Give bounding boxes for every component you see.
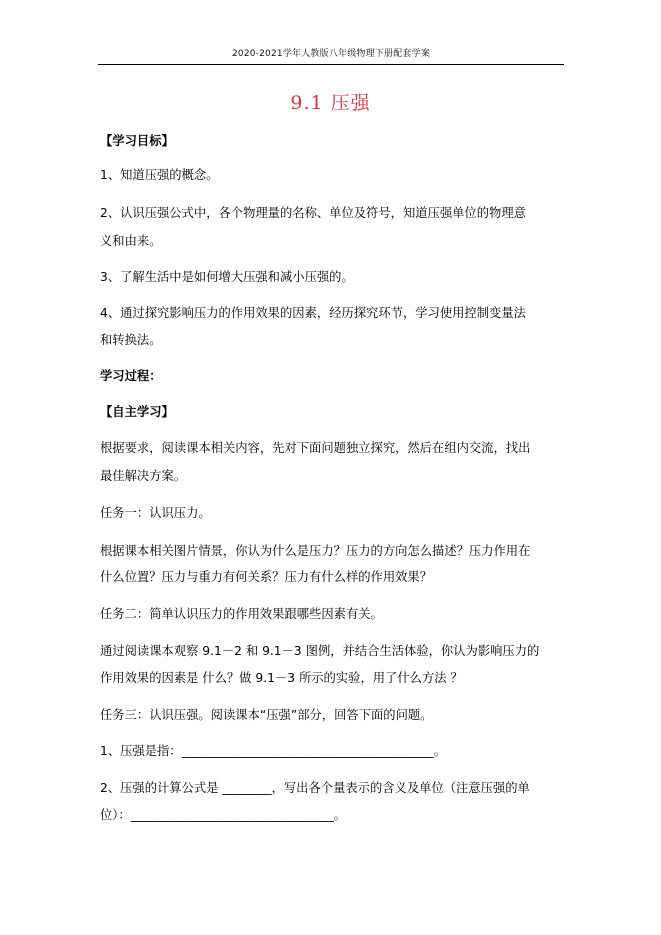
goal-2-line-2: 义和由来。 [100,234,162,248]
task-1-question-line-2: 什么位置？压力与重力有何关系？压力有什么样的作用效果？ [100,570,433,584]
task-3: 任务三：认识压强。阅读课本“压强”部分，回答下面的问题。 [100,708,433,722]
question-1: 1、压强是指：_________________________________________。 [100,744,446,758]
intro-line-1: 根据要求，阅读课本相关内容，先对下面问题独立探究，然后在组内交流，找出 [100,441,531,455]
intro-line-2: 最佳解决方案。 [100,469,187,483]
process-heading: 学习过程： [100,369,162,383]
task-1-question-line-1: 根据课本相关图片情景，你认为什么是压力？压力的方向怎么描述？压力作用在 [100,544,531,558]
page-title: 9.1 压强 [290,92,371,114]
question-2-line-1: 2、压强的计算公式是 ________，写出各个量表示的含义及单位（注意压强的单 [100,781,530,795]
question-2-line-2: 位）：_________________________________。 [100,808,346,822]
page-header: 2020-2021学年人教版八年级物理下册配套学案 [231,49,431,59]
goal-1: 1、知道压强的概念。 [100,168,219,182]
header-divider [98,64,564,65]
self-study-heading: 【自主学习】 [100,405,174,419]
task-2-question-line-1: 通过阅读课本观察 9.1－2 和 9.1－3 图例，并结合生活体验，你认为影响压力的 [100,644,540,658]
task-2: 任务二：简单认识压力的作用效果跟哪些因素有关。 [100,607,383,621]
task-1: 任务一：认识压力。 [100,506,211,520]
goal-4-line-2: 和转换法。 [100,333,162,347]
goal-4-line-1: 4、通过探究影响压力的作用效果的因素，经历探究环节，学习使用控制变量法 [100,306,526,320]
goal-2-line-1: 2、认识压强公式中，各个物理量的名称、单位及符号，知道压强单位的物理意 [100,206,526,220]
goals-heading: 【学习目标】 [100,134,174,148]
task-2-question-line-2: 作用效果的因素是 什么？做 9.1－3 所示的实验，用了什么方法 ？ [100,671,463,685]
goal-3: 3、了解生活中是如何增大压强和减小压强的。 [100,270,354,284]
